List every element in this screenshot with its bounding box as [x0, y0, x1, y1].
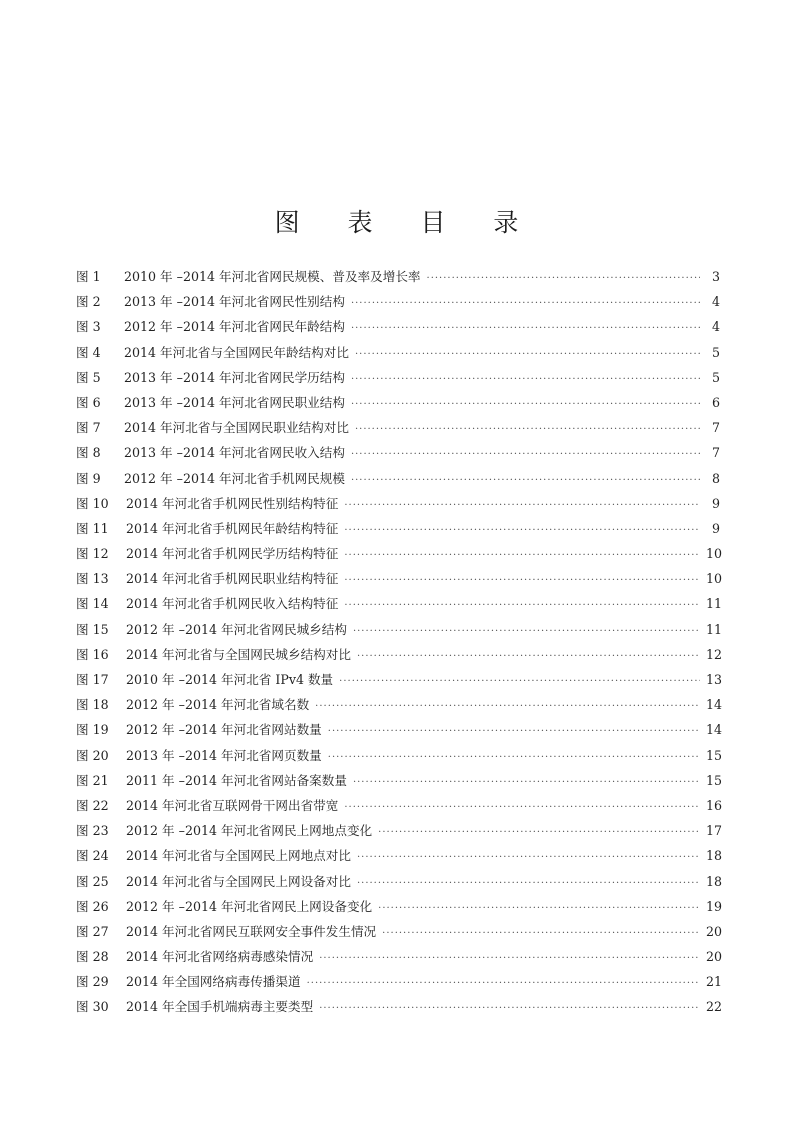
page-number: 20 — [706, 949, 723, 965]
figure-caption: 2012 年 –2014 年河北省域名数 — [126, 697, 310, 713]
figure-number: 图 14 — [76, 596, 109, 612]
figure-caption: 2014 年河北省手机网民收入结构特征 — [126, 596, 339, 612]
figure-number: 图 3 — [76, 319, 101, 335]
page-number: 20 — [706, 923, 723, 939]
dot-leader — [344, 525, 700, 536]
dot-leader — [378, 827, 700, 838]
toc-entry[interactable] — [76, 342, 720, 367]
figure-caption: 2011 年 –2014 年河北省网站备案数量 — [126, 772, 347, 788]
dot-leader — [351, 323, 700, 334]
dot-leader — [307, 978, 700, 989]
dot-leader — [344, 575, 700, 586]
dot-leader — [355, 424, 700, 435]
figure-caption: 2014 年河北省与全国网民上网设备对比 — [126, 873, 351, 889]
figure-caption: 2013 年 –2014 年河北省网民性别结构 — [124, 294, 345, 310]
page-number: 6 — [711, 394, 720, 410]
figure-caption: 2013 年 –2014 年河北省网民收入结构 — [124, 445, 345, 461]
figure-number: 图 29 — [76, 974, 109, 990]
dot-leader — [382, 928, 700, 939]
figure-caption: 2013 年 –2014 年河北省网民学历结构 — [124, 369, 345, 385]
page-number: 4 — [711, 294, 720, 310]
toc-entry[interactable] — [76, 568, 723, 593]
figure-number: 图 5 — [76, 369, 101, 385]
figure-number: 图 16 — [76, 646, 109, 662]
figure-caption: 2014 年河北省与全国网民上网地点对比 — [126, 848, 351, 864]
page-number: 14 — [706, 722, 723, 738]
toc-entry[interactable] — [76, 392, 720, 417]
figure-number: 图 22 — [76, 797, 109, 813]
dot-leader — [344, 802, 700, 813]
figure-number: 图 17 — [76, 672, 109, 687]
dot-leader — [328, 726, 700, 737]
figure-number: 图 26 — [76, 898, 109, 914]
toc-entry[interactable] — [76, 316, 720, 341]
figure-caption: 2012 年 –2014 年河北省网民上网设备变化 — [126, 898, 373, 914]
dot-leader — [319, 953, 700, 964]
figure-caption: 2014 年河北省手机网民学历结构特征 — [126, 546, 339, 562]
page-number: 3 — [711, 269, 720, 284]
figure-caption: 2013 年 –2014 年河北省网页数量 — [126, 747, 322, 763]
dot-leader — [357, 852, 700, 863]
page-number: 5 — [711, 369, 720, 385]
figure-caption: 2014 年河北省网民互联网安全事件发生情况 — [126, 923, 377, 939]
figure-list — [76, 266, 723, 1022]
figure-caption: 2010 年 –2014 年河北省网民规模、普及率及增长率 — [124, 269, 421, 284]
toc-entry[interactable] — [76, 971, 723, 996]
toc-entry[interactable] — [76, 669, 723, 694]
figure-caption: 2014 年全国手机端病毒主要类型 — [126, 999, 314, 1015]
page-number: 17 — [706, 823, 723, 839]
figure-caption: 2014 年河北省互联网骨干网出省带宽 — [126, 797, 339, 813]
toc-entry[interactable] — [76, 820, 723, 845]
toc-entry[interactable] — [76, 619, 723, 644]
figure-caption: 2014 年河北省手机网民性别结构特征 — [126, 495, 339, 511]
figure-caption: 2014 年全国网络病毒传播渠道 — [126, 974, 301, 990]
page-number: 16 — [706, 797, 723, 813]
dot-leader — [328, 752, 700, 763]
page-number: 15 — [706, 772, 723, 788]
page-number: 9 — [711, 520, 720, 536]
toc-entry[interactable] — [76, 745, 723, 770]
dot-leader — [344, 500, 700, 511]
page-number: 11 — [706, 621, 723, 637]
figure-number: 图 24 — [76, 848, 109, 864]
figure-caption: 2014 年河北省手机网民年龄结构特征 — [126, 520, 339, 536]
toc-entry[interactable] — [76, 921, 723, 946]
page-number: 9 — [711, 495, 720, 511]
toc-entry[interactable] — [76, 845, 723, 870]
figure-number: 图 8 — [76, 445, 101, 461]
figure-caption: 2014 年河北省与全国网民职业结构对比 — [124, 420, 349, 436]
figure-number: 图 30 — [76, 999, 109, 1015]
figure-caption: 2014 年河北省手机网民职业结构特征 — [126, 571, 339, 587]
page-number: 5 — [711, 344, 720, 360]
figure-caption: 2013 年 –2014 年河北省网民职业结构 — [124, 394, 345, 410]
dot-leader — [355, 349, 700, 360]
toc-entry[interactable] — [76, 719, 723, 744]
figure-number: 图 25 — [76, 873, 109, 889]
page-number: 19 — [706, 898, 723, 914]
toc-entry[interactable] — [76, 543, 723, 568]
toc-entry[interactable] — [76, 593, 723, 618]
page-number: 15 — [706, 747, 723, 763]
figure-caption: 2014 年河北省与全国网民年龄结构对比 — [124, 344, 349, 360]
dot-leader — [339, 676, 700, 687]
page-number: 7 — [711, 445, 720, 461]
figure-number: 图 4 — [76, 344, 101, 360]
figure-number: 图 1 — [76, 269, 101, 284]
figure-number: 图 18 — [76, 697, 109, 713]
dot-leader — [351, 475, 700, 486]
figure-caption: 2014 年河北省网络病毒感染情况 — [126, 949, 314, 965]
page-number: 14 — [706, 697, 723, 713]
dot-leader — [351, 399, 700, 410]
page-number: 11 — [706, 596, 723, 612]
figure-caption: 2012 年 –2014 年河北省网民上网地点变化 — [126, 823, 373, 839]
toc-entry[interactable] — [76, 266, 720, 291]
figure-number: 图 28 — [76, 949, 109, 965]
toc-entry[interactable] — [76, 468, 720, 493]
page-number: 10 — [706, 546, 723, 562]
figure-caption: 2012 年 –2014 年河北省网民城乡结构 — [126, 621, 347, 637]
dot-leader — [378, 903, 700, 914]
figure-caption: 2010 年 –2014 年河北省 IPv4 数量 — [126, 672, 334, 687]
toc-entry[interactable] — [76, 996, 723, 1021]
page-number: 18 — [706, 848, 723, 864]
figure-number: 图 11 — [76, 520, 109, 536]
toc-entry[interactable] — [76, 896, 723, 921]
figure-number: 图 10 — [76, 495, 109, 511]
figure-number: 图 23 — [76, 823, 109, 839]
figure-number: 图 6 — [76, 394, 101, 410]
page-number: 10 — [706, 571, 723, 587]
page-number: 21 — [706, 974, 723, 990]
page-number: 7 — [711, 420, 720, 436]
toc-entry[interactable] — [76, 417, 720, 442]
figure-caption: 2012 年 –2014 年河北省网民年龄结构 — [124, 319, 345, 335]
dot-leader — [319, 1003, 700, 1014]
dot-leader — [351, 298, 700, 309]
page-title: 图 表 目 录 — [274, 208, 539, 237]
dot-leader — [351, 449, 700, 460]
figure-number: 图 19 — [76, 722, 109, 738]
toc-entry[interactable] — [76, 367, 720, 392]
dot-leader — [357, 878, 700, 889]
figure-number: 图 20 — [76, 747, 109, 763]
dot-leader — [344, 550, 700, 561]
toc-entry[interactable] — [76, 442, 720, 467]
figure-number: 图 7 — [76, 420, 101, 436]
dot-leader — [427, 273, 700, 284]
page-number: 8 — [711, 470, 720, 486]
figure-number: 图 2 — [76, 294, 101, 310]
toc-entry[interactable] — [76, 795, 723, 820]
page-number: 4 — [711, 319, 720, 335]
figure-caption: 2012 年 –2014 年河北省手机网民规模 — [124, 470, 345, 486]
figure-number: 图 21 — [76, 772, 109, 788]
toc-entry[interactable] — [76, 518, 720, 543]
dot-leader — [315, 701, 700, 712]
page-number: 18 — [706, 873, 723, 889]
dot-leader — [353, 777, 700, 788]
toc-entry[interactable] — [76, 770, 723, 795]
page-number: 13 — [706, 672, 723, 687]
figure-number: 图 12 — [76, 546, 109, 562]
dot-leader — [344, 600, 700, 611]
figure-caption: 2012 年 –2014 年河北省网站数量 — [126, 722, 322, 738]
figure-number: 图 9 — [76, 470, 101, 486]
page-number: 12 — [706, 646, 723, 662]
toc-entry[interactable] — [76, 493, 720, 518]
figure-number: 图 27 — [76, 923, 109, 939]
toc-entry[interactable] — [76, 871, 723, 896]
figure-number: 图 13 — [76, 571, 109, 587]
dot-leader — [353, 626, 700, 637]
toc-entry[interactable] — [76, 291, 720, 316]
toc-entry[interactable] — [76, 644, 723, 669]
figure-caption: 2014 年河北省与全国网民城乡结构对比 — [126, 646, 351, 662]
page-number: 22 — [706, 999, 723, 1015]
dot-leader — [351, 374, 700, 385]
dot-leader — [357, 651, 700, 662]
toc-entry[interactable] — [76, 946, 723, 971]
toc-entry[interactable] — [76, 694, 723, 719]
figure-number: 图 15 — [76, 621, 109, 637]
